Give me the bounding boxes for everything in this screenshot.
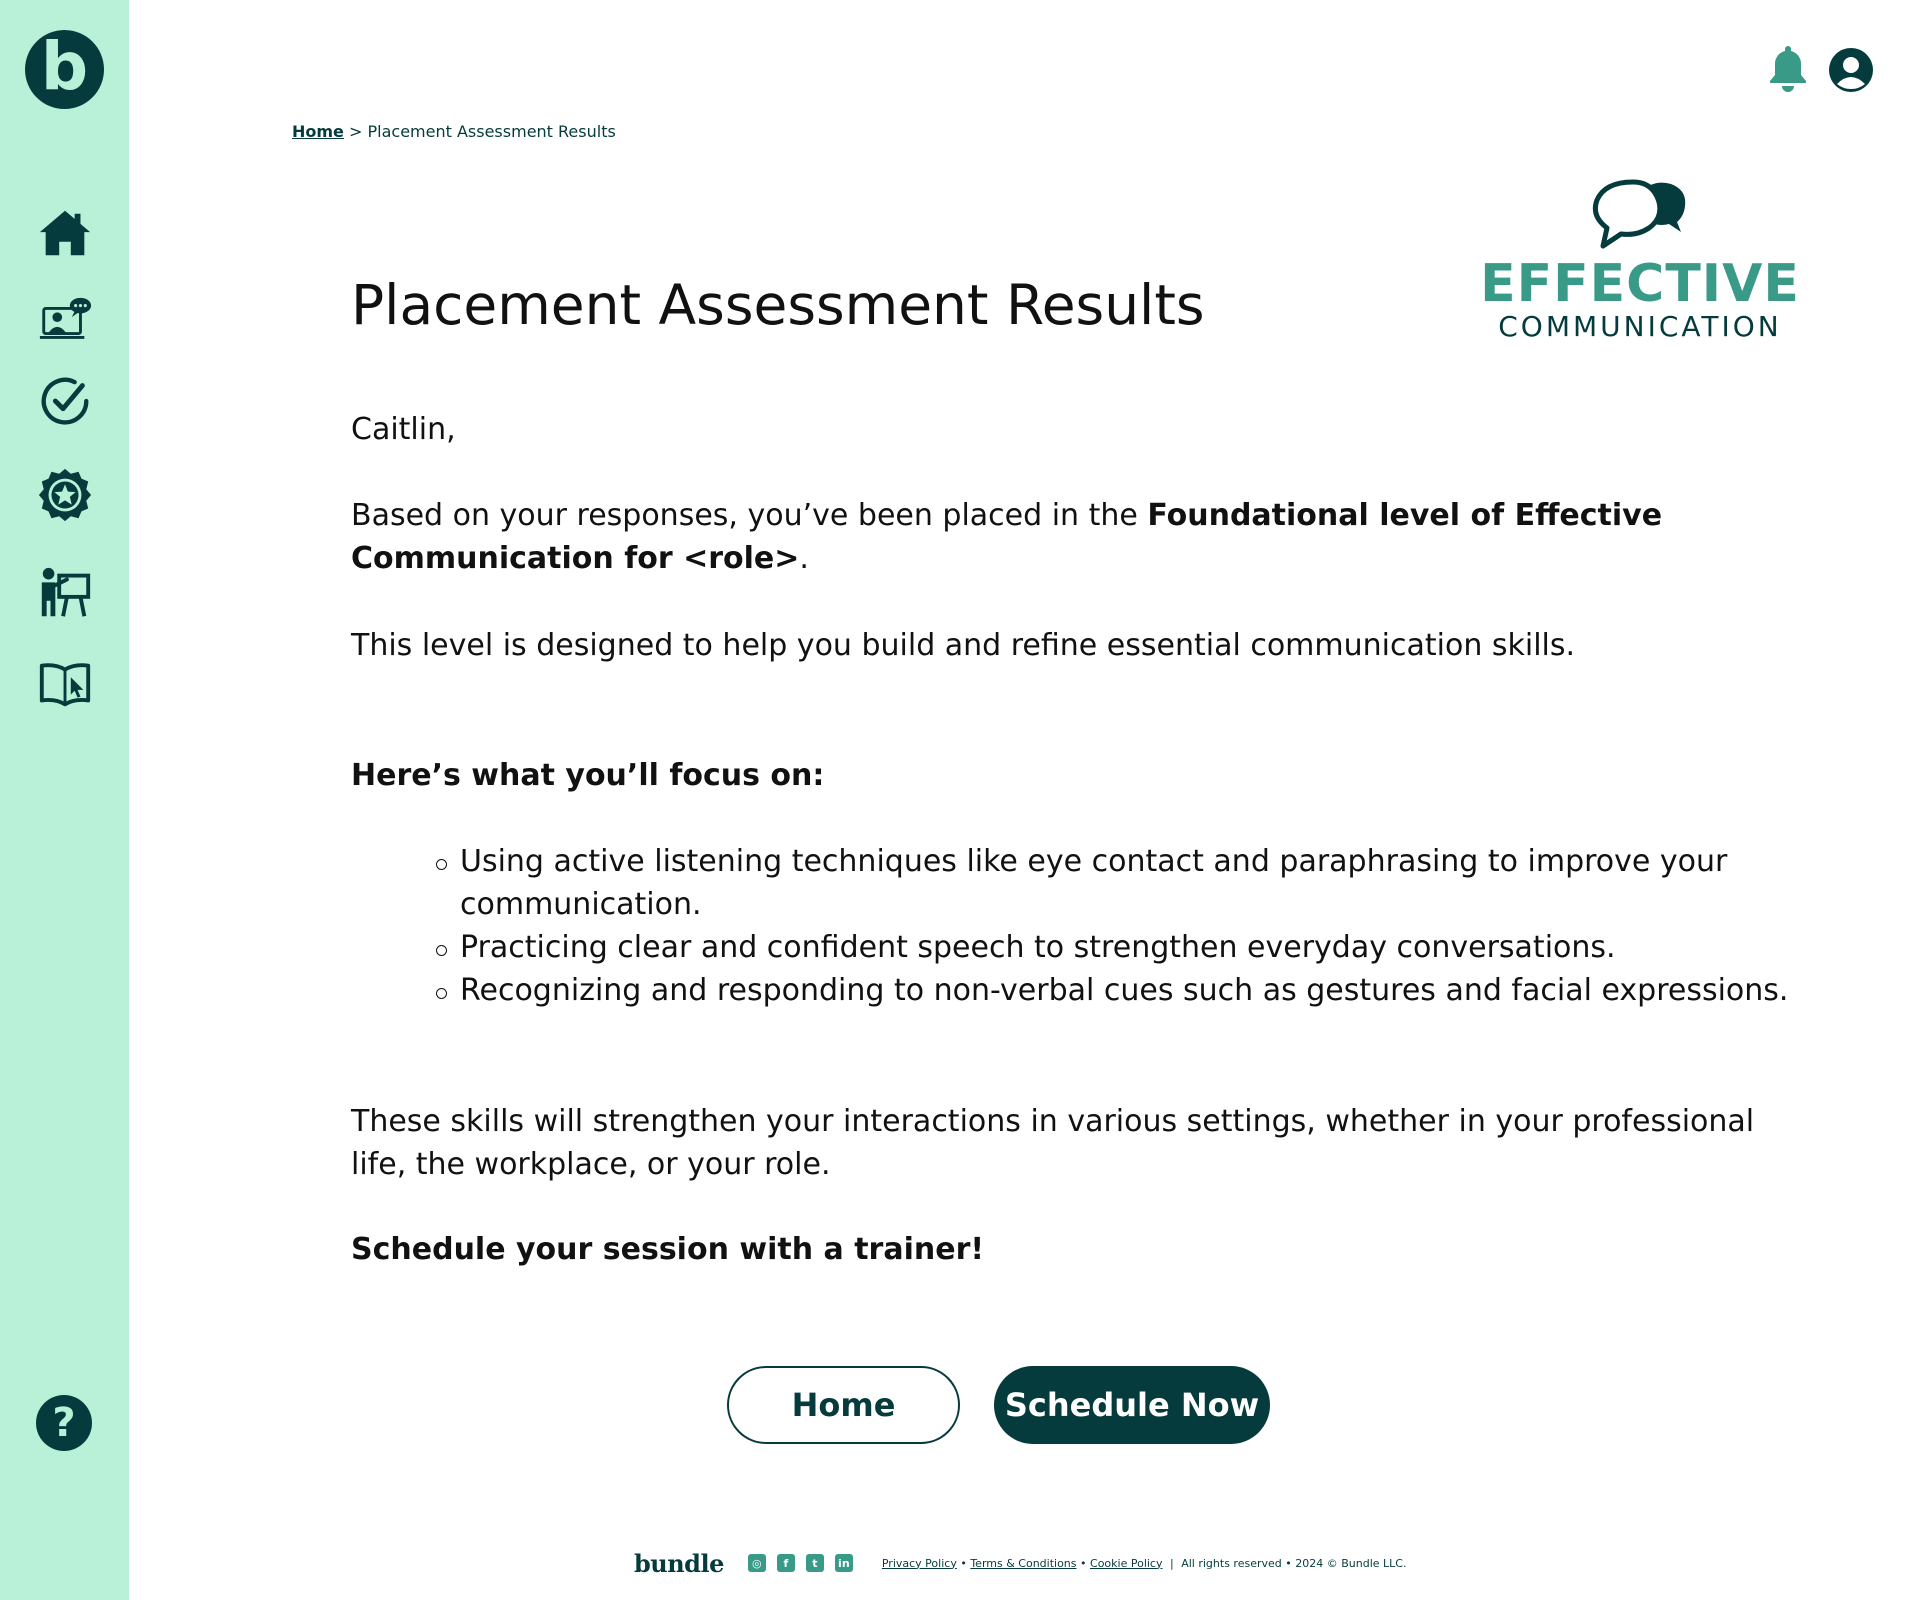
schedule-now-button[interactable]: Schedule Now — [994, 1366, 1270, 1444]
trainer-presentation-icon[interactable] — [34, 562, 96, 624]
badge-title: EFFECTIVE — [1480, 254, 1800, 314]
logo-letter: b — [40, 27, 89, 105]
placement-paragraph — [351, 494, 1671, 580]
focus-heading: Here’s what you’ll focus on: — [351, 758, 825, 793]
bundle-logo[interactable] — [25, 27, 104, 109]
footer-brand-logo[interactable]: bundle — [634, 1548, 724, 1578]
sidebar — [0, 0, 129, 1600]
breadcrumb-separator: > — [349, 122, 363, 141]
help-icon: ? — [52, 1400, 76, 1446]
footer-pipe: | — [1170, 1556, 1174, 1570]
placement-level: Foundational level of Effective Communication for <role> — [351, 498, 1663, 576]
twitter-icon[interactable]: t — [806, 1554, 824, 1572]
level-description: This level is designed to help you build and refine essential communication skills. — [351, 628, 1576, 663]
cookie-policy-link[interactable]: Cookie Policy — [1090, 1556, 1163, 1570]
greeting: Caitlin, — [351, 412, 456, 447]
linkedin-icon[interactable]: in — [835, 1554, 853, 1572]
list-item: Practicing clear and confident speech to strengthen everyday conversations. — [460, 926, 1800, 969]
footer-dot: • — [1080, 1556, 1087, 1570]
library-book-icon[interactable] — [34, 654, 96, 716]
privacy-policy-link[interactable]: Privacy Policy — [881, 1556, 957, 1570]
schedule-prompt: Schedule your session with a trainer! — [351, 1232, 985, 1267]
breadcrumb-home-link[interactable]: Home — [292, 122, 344, 141]
check-circle-icon[interactable] — [34, 370, 96, 432]
terms-link[interactable]: Terms & Conditions — [970, 1556, 1077, 1570]
focus-list — [460, 840, 1800, 1012]
list-item: Using active listening techniques like eye contact and paraphrasing to improve your communication. — [460, 840, 1800, 926]
main-content — [351, 270, 1811, 343]
breadcrumb-current: Placement Assessment Results — [367, 122, 616, 141]
home-button[interactable]: Home — [727, 1366, 960, 1444]
facebook-icon[interactable]: f — [777, 1554, 795, 1572]
list-item: Recognizing and responding to non-verbal cues such as gestures and facial expressions. — [460, 969, 1800, 1012]
page-title: Placement Assessment Results — [351, 273, 1205, 337]
user-circle-icon[interactable] — [1829, 48, 1873, 92]
placement-intro: Based on your responses, you’ve been placed in the — [351, 498, 1148, 533]
home-icon[interactable] — [34, 203, 96, 265]
closing-paragraph: These skills will strengthen your interactions in various settings, whether in your professional life, the workplace, or your role. — [351, 1104, 1755, 1182]
speech-bubbles-icon — [1585, 176, 1695, 256]
help-button[interactable] — [36, 1395, 92, 1451]
placement-end: . — [799, 541, 809, 576]
footer — [634, 1548, 1406, 1578]
breadcrumb — [292, 122, 616, 141]
footer-copyright: All rights reserved • 2024 © Bundle LLC. — [1181, 1556, 1407, 1570]
bell-icon[interactable] — [1766, 44, 1810, 92]
footer-dot: • — [960, 1556, 967, 1570]
badge-star-icon[interactable] — [34, 464, 96, 526]
instagram-icon[interactable]: ◎ — [748, 1554, 766, 1572]
virtual-session-icon[interactable] — [34, 291, 96, 353]
badge-subtitle: COMMUNICATION — [1498, 310, 1782, 343]
footer-links — [882, 1557, 1407, 1570]
